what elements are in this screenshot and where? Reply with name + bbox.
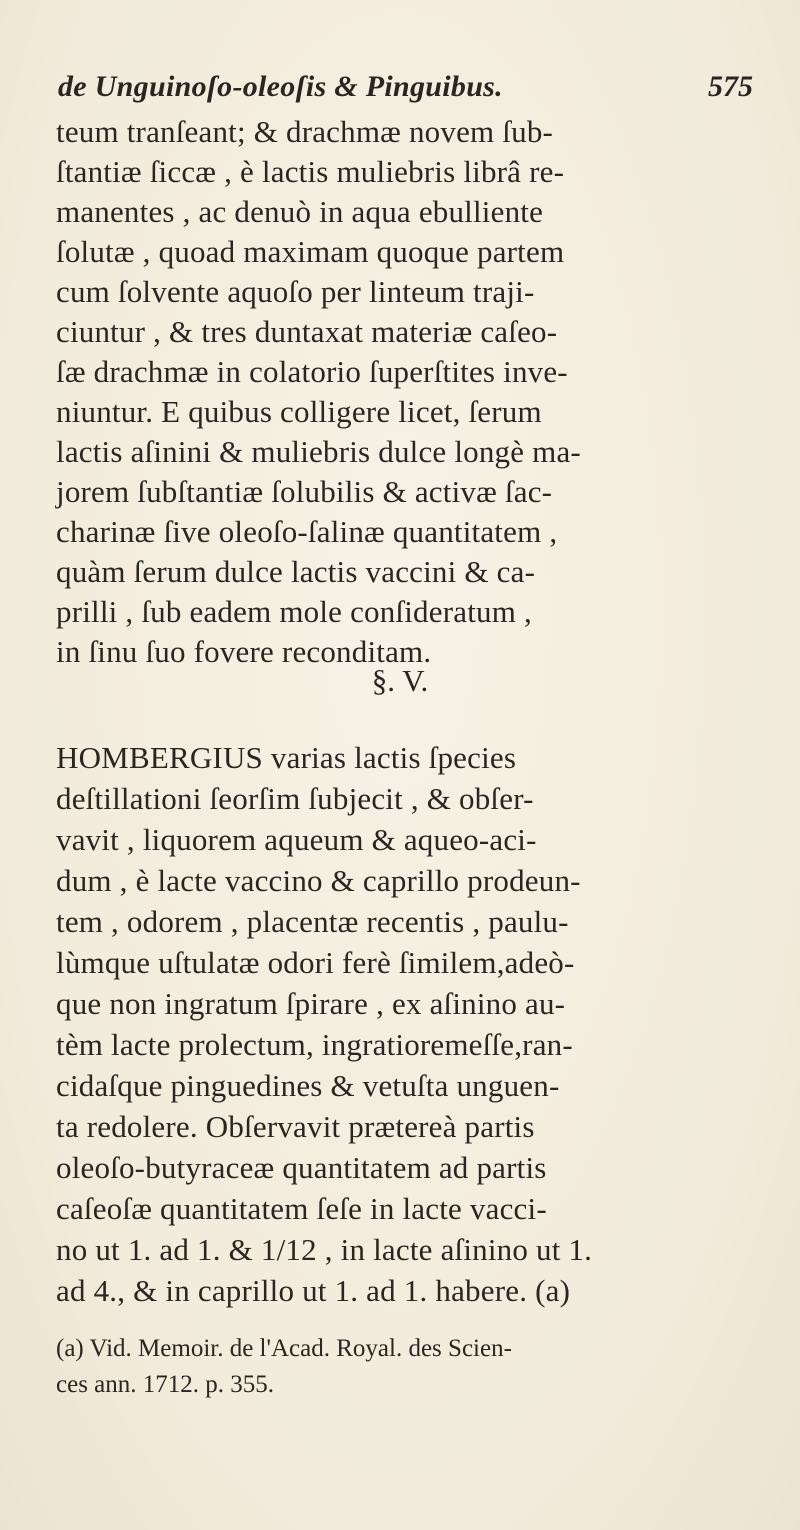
text-line: quàm ſerum dulce lactis vaccini & ca- [56,554,536,589]
text-line: ciuntur , & tres duntaxat materiæ caſeo- [56,314,558,349]
text-line: deſtillationi ſeorſim ſubjecit , & obſer- [56,781,534,816]
text-line: prilli , ſub eadem mole conſideratum , [56,594,532,629]
text-line: ta redolere. Obſervavit prætereà partis [56,1109,535,1144]
text-line: tem , odorem , placentæ recentis , paulu- [56,904,569,939]
text-line: HOMBERGIUS varias lactis ſpecies [56,740,517,775]
text-line: ſolutæ , quoad maximam quoque partem [56,234,565,269]
text-line: ſtantiæ ſiccæ , è lactis muliebris librâ re- [56,154,565,189]
running-title: de Unguinoſo-oleoſis & Pinguibus. [58,70,503,103]
text-line: lactis aſinini & muliebris dulce longè ma- [56,434,581,469]
text-line: ſæ drachmæ in colatorio ſuperſtites inve- [56,354,568,389]
text-line: caſeoſæ quantitatem ſeſe in lacte vacci- [56,1191,547,1226]
text-line: lùmque uſtulatæ odori ferè ſimilem,adeò- [56,945,575,980]
text-line: ad 4., & in caprillo ut 1. ad 1. habere. (a) [56,1273,571,1308]
text-line: vavit , liquorem aqueum & aqueo-aci- [56,822,537,857]
text-line: dum , è lacte vaccino & caprillo prodeun- [56,863,581,898]
text-line: jorem ſubſtantiæ ſolubilis & activæ ſac- [56,474,553,509]
text-line: niuntur. E quibus colligere licet, ſerum [56,394,542,429]
text-line: que non ingratum ſpirare , ex aſinino au- [56,986,566,1021]
text-line: charinæ ſive oleoſo-ſalinæ quantitatem , [56,514,558,549]
text-line: cum ſolvente aquoſo per linteum traji- [56,274,535,309]
footnote-line: ces ann. 1712. p. 355. [56,1371,275,1398]
text-line: manentes , ac denuò in aqua ebulliente [56,194,544,229]
text-line: no ut 1. ad 1. & 1/12 , in lacte aſinino ut 1. [56,1232,593,1267]
text-line: in ſinu ſuo fovere reconditam. [56,634,432,669]
section-heading: §. V. [371,663,429,698]
text-line: cidaſque pinguedines & vetuſta unguen- [56,1068,560,1103]
text-line: oleoſo-butyraceæ quantitatem ad partis [56,1150,547,1185]
footnote-line: (a) Vid. Memoir. de l'Acad. Royal. des Scien- [56,1335,512,1362]
text-line: teum tranſeant; & drachmæ novem ſub- [56,114,554,149]
page-number: 575 [708,70,753,103]
text-line: tèm lacte prolectum, ingratioremeſſe,ran- [56,1027,573,1062]
